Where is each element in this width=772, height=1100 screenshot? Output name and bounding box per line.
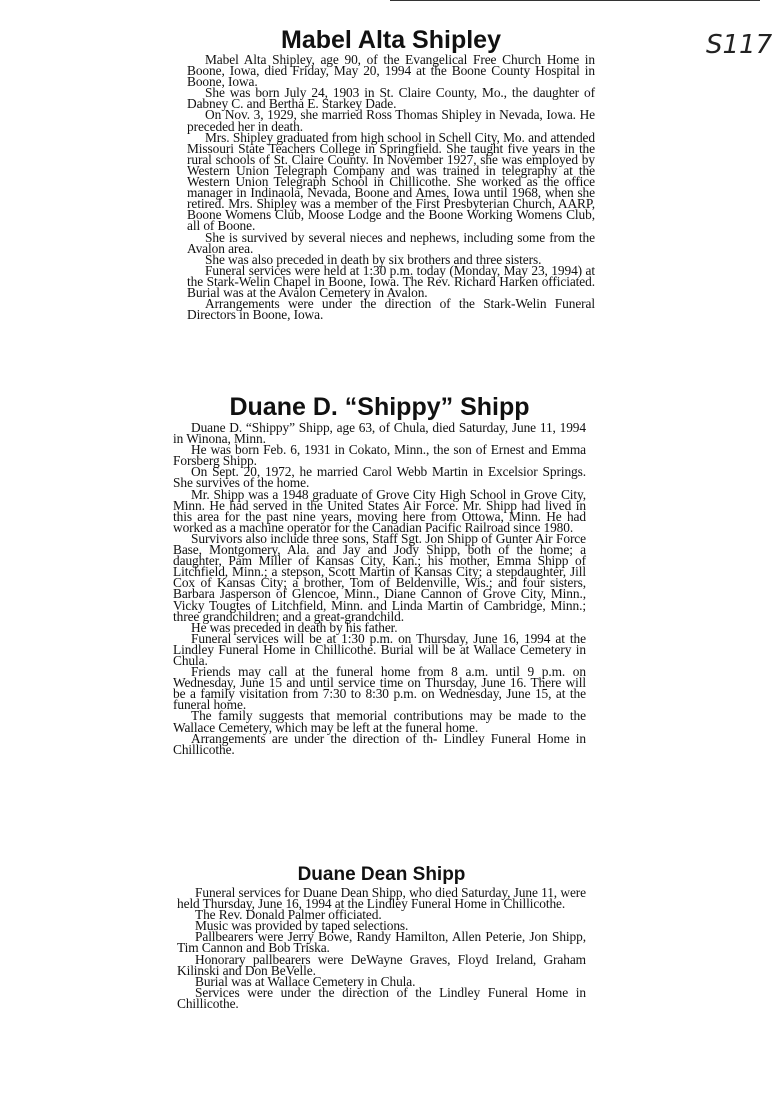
obituary-paragraph: Funeral services for Duane Dean Shipp, who died Saturday, June 11, were held Thursday, June 16, 1994 at the Lindley Funeral Home in Chillicothe. [177, 885, 586, 912]
obituary-paragraph: On Sept. 20, 1972, he married Carol Webb Martin in Excelsior Springs. She survives of the home. [173, 464, 586, 491]
obituary-headline: Duane Dean Shipp [297, 864, 466, 885]
obituary-paragraph: Duane D. “Shippy” Shipp, age 63, of Chula, died Saturday, June 11, 1994 in Winona, Minn. [173, 420, 586, 447]
obituary-paragraph: Services were under the direction of the Lindley Funeral Home in Chillicothe. [177, 984, 586, 1011]
obituary-paragraph: On Nov. 3, 1929, she married Ross Thomas Shipley in Nevada, Iowa. He preceded her in death. [187, 107, 595, 134]
obituary-paragraph: Arrangements are under the direction of th- Lindley Funeral Home in Chillicothe. [173, 730, 586, 757]
obituary-duane-dean-shipp [177, 864, 586, 1009]
obituary-headline: Mabel Alta Shipley [281, 26, 501, 54]
obituary-paragraph: She was born July 24, 1903 in St. Claire County, Mo., the daughter of Dabney C. and Bertha E. Starkey Dade. [187, 85, 595, 112]
obituary-paragraph: Mabel Alta Shipley, age 90, of the Evangelical Free Church Home in Boone, Iowa, died Friday, May 20, 1994 at the Boone County Hospital in Boone, Iowa. [187, 52, 595, 90]
obituary-mabel-alta-shipley [187, 26, 595, 323]
obituary-paragraph: She was also preceded in death by six brothers and three sisters. [205, 251, 542, 267]
obituary-paragraph: Music was provided by taped selections. [195, 918, 409, 934]
obituary-paragraph: The Rev. Donald Palmer officiated. [195, 907, 382, 923]
obituary-paragraph: Funeral services will be at 1:30 p.m. on Thursday, June 16, 1994 at the Lindley Funeral Home in Chillicothe. Burial will be at Wallace Cemetery in Chula. [173, 630, 586, 668]
obituary-paragraph: Arrangements were under the direction of the Stark-Welin Funeral Directors in Boone, Iowa. [187, 296, 595, 323]
obituary-headline: Duane D. “Shippy” Shipp [229, 393, 530, 421]
obituary-paragraph: Survivors also include three sons, Staff Sgt. Jon Shipp of Gunter Air Force Base, Montgomery, Ala. and Jay and Jody Shipp, both of the home; a daughter, Pam Miller of Kansas City, Kan.; his mother, Emma Shipp of Litchfield, Minn.; a stepson, Scott Martin of Kansas City; a stepdaughter, Jill Cox of Kansas City; a brother, Tom of Beldenville, Wis.; and four sisters, Barbara Jasperson of Glencoe, Minn., Diane Cannon of Grove City, Minn., Vicky Tougtes of Litchfield, Minn. and Linda Martin of Cambridge, Minn.; three grandchildren; and a great-grandchild. [173, 530, 586, 624]
obituary-paragraph: Honorary pallbearers were DeWayne Graves, Floyd Ireland, Graham Kilinski and Don BeVelle. [177, 951, 586, 978]
obituary-paragraph: Burial was at Wallace Cemetery in Chula. [195, 973, 416, 989]
page-number: S117 [706, 30, 772, 60]
obituary-paragraph: He was preceded in death by his father. [191, 619, 398, 635]
obituary-paragraph: He was born Feb. 6, 1931 in Cokato, Minn., the son of Ernest and Emma Forsberg Shipp. [173, 442, 586, 469]
obituary-paragraph: Mr. Shipp was a 1948 graduate of Grove City High School in Grove City, Minn. He had served in the United States Air Force. Mr. Shipp had lived in this area for the past nine years, moving here from Ottowa, Minn. He had worked as a machine operator for the Canadian Pacific Railroad since 1980. [173, 486, 586, 535]
obituary-paragraph: Pallbearers were Jerry Bowe, Randy Hamilton, Allen Peterie, Jon Shipp, Tim Cannon and Bob Triska. [177, 929, 586, 956]
obituary-paragraph: The family suggests that memorial contributions may be made to the Wallace Cemetery, which may be left at the funeral home. [173, 708, 586, 735]
obituary-paragraph: Friends may call at the funeral home from 8 a.m. until 9 p.m. on Wednesday, June 15 and until service time on Thursday, June 16. There will be a family visitation from 7:30 to 8:30 p.m. on Wednesday, June 15, at the funeral home. [173, 664, 586, 713]
top-rule [390, 0, 760, 1]
obituary-paragraph: She is survived by several nieces and nephews, including some from the Avalon area. [187, 229, 595, 256]
obituary-duane-d-shipp [173, 393, 586, 755]
obituary-paragraph: Funeral services were held at 1:30 p.m. today (Monday, May 23, 1994) at the Stark-Welin Chapel in Boone, Iowa. The Rev. Richard Harken officiated. Burial was at the Avalon Cemetery in Avalon. [187, 262, 595, 300]
obituary-paragraph: Mrs. Shipley graduated from high school in Schell City, Mo. and attended Missouri State Teachers College in Springfield. She taught five years in the rural schools of St. Claire County. In November 1927, she was employed by Western Union Telegraph Company and was trained in telegraphy at the Western Union Telegraph School in Chillicothe. She worked as the office manager in Indinaola, Nevada, Boone and Ames, Iowa until 1968, when she retired. Mrs. Shipley was a member of the First Presbyterian Church, AARP, Boone Womens Club, Moose Lodge and the Boone Working Womens Club, all of Boone. [187, 129, 595, 234]
